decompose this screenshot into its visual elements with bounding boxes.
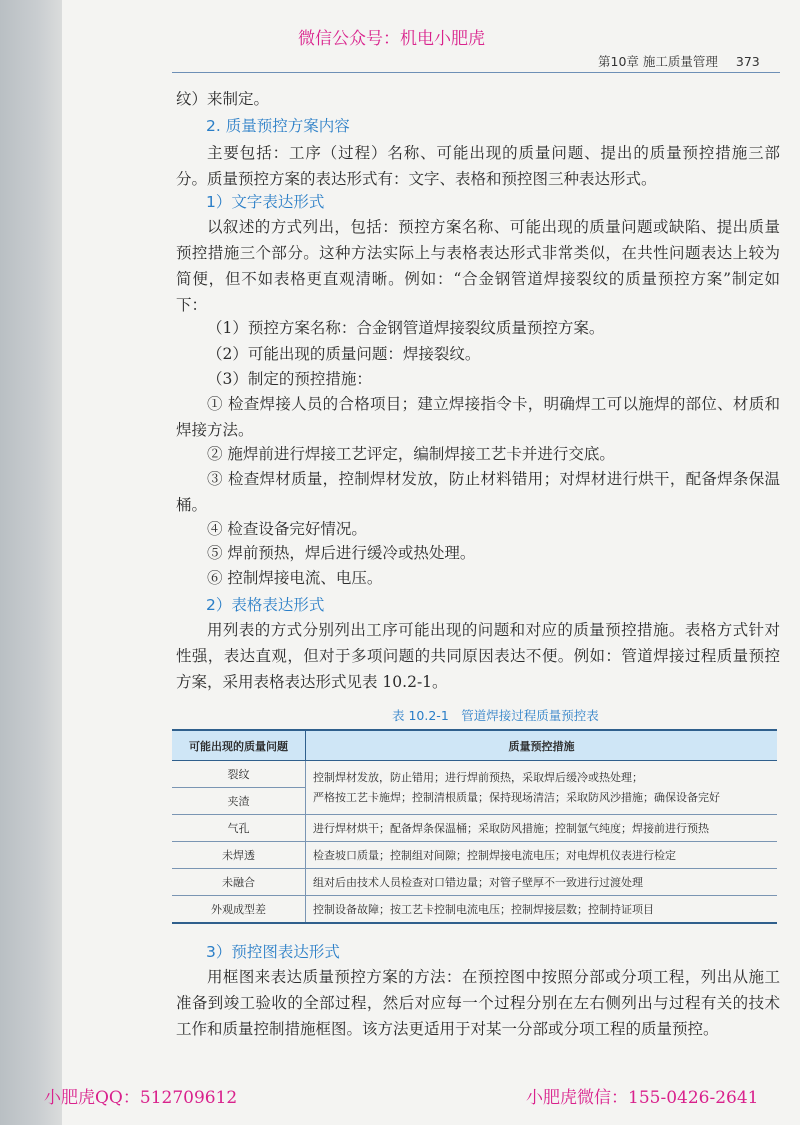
table-caption: 表 10.2-1 管道焊接过程质量预控表 (392, 708, 599, 723)
list-item-1: （1）预控方案名称：合金钢管道焊接裂纹质量预控方案。 (207, 319, 605, 337)
table-cell-problem: 外观成型差 (172, 896, 306, 924)
header-rule (172, 72, 780, 73)
table-cell-measure: 控制设备故障；按工艺卡控制电流电压；控制焊接层数；控制持证项目 (306, 896, 778, 924)
list-item-2: （2）可能出现的质量问题：焊接裂纹。 (207, 345, 481, 363)
table-cell-measure-merged (306, 761, 778, 815)
table-row (172, 869, 777, 896)
subheading-text-form: 1）文字表达形式 (206, 193, 325, 211)
watermark-bottom-left: 小肥虎QQ：512709612 (44, 1088, 238, 1108)
table-header-row (172, 730, 777, 761)
measure-item-4: ④ 检查设备完好情况。 (207, 520, 367, 538)
book-gutter-shadow (0, 0, 62, 1125)
measure-item-1: ① 检查焊接人员的合格项目；建立焊接指令卡，明确焊工可以施焊的部位、材质和焊接方法。 (176, 395, 780, 439)
paragraph-chart-form: 用框图来表达质量预控方案的方法：在预控图中按照分部或分项工程，列出从施工准备到竣工验收的全部过程，然后对应每一个过程分别在左右侧列出与过程有关的技术工作和质量控制措施框图。该方法更适用于对某一分部或分项工程的质量预控。 (176, 968, 780, 1038)
table-cell-measure: 严格按工艺卡施焊；控制清根质量；保持现场清洁；采取防风沙措施；确保设备完好 (313, 790, 720, 804)
table-cell-measure: 组对后由技术人员检查对口错边量；对管子壁厚不一致进行过渡处理 (306, 869, 778, 896)
table-cell-measure: 检查坡口质量；控制组对间隙；控制焊接电流电压；对电焊机仪表进行检定 (306, 842, 778, 869)
table-cell-problem: 气孔 (172, 815, 306, 842)
measure-item-2: ② 施焊前进行焊接工艺评定，编制焊接工艺卡并进行交底。 (207, 445, 615, 463)
paragraph-main-content: 主要包括：工序（过程）名称、可能出现的质量问题、提出的质量预控措施三部分。质量预控方案的表达形式有：文字、表格和预控图三种表达形式。 (176, 144, 780, 188)
table-cell-measure: 控制焊材发放，防止错用；进行焊前预热，采取焊后缓冷或热处理； (313, 770, 643, 784)
table-header-measure: 质量预控措施 (306, 730, 778, 761)
measure-item-5: ⑤ 焊前预热，焊后进行缓冷或热处理。 (207, 544, 476, 562)
watermark-bottom-right: 小肥虎微信：155-0426-2641 (526, 1088, 759, 1108)
measure-item-3: ③ 检查焊材质量，控制焊材发放，防止材料错用；对焊材进行烘干，配备焊条保温桶。 (176, 470, 780, 514)
table-header-problem: 可能出现的质量问题 (172, 730, 306, 761)
list-item-3: （3）制定的预控措施： (207, 370, 372, 388)
subheading-table-form: 2）表格表达形式 (206, 596, 325, 614)
paragraph-text-form: 以叙述的方式列出，包括：预控方案名称、可能出现的质量问题或缺陷、提出质量预控措施三个部分。这种方法实际上与表格表达形式非常类似，在共性问题表达上较为简便，但不如表格更直观清晰。例如：“合金钢管道焊接裂纹的质量预控方案”制定如下： (176, 218, 780, 314)
quality-control-table (172, 729, 777, 924)
table-row (172, 761, 777, 788)
running-header (598, 52, 760, 70)
table-row (172, 815, 777, 842)
table-row (172, 842, 777, 869)
table-cell-problem: 未焊透 (172, 842, 306, 869)
table-cell-problem: 裂纹 (172, 761, 306, 788)
paragraph-continuation: 纹）来制定。 (176, 90, 270, 108)
table-cell-measure: 进行焊材烘干；配备焊条保温桶；采取防风措施；控制氩气纯度；焊接前进行预热 (306, 815, 778, 842)
page-number: 373 (735, 54, 760, 69)
table-cell-problem: 夹渣 (172, 788, 306, 815)
section-heading: 2. 质量预控方案内容 (206, 117, 350, 135)
table-cell-problem: 未融合 (172, 869, 306, 896)
chapter-title: 第10章 施工质量管理 (598, 54, 718, 69)
paragraph-table-form: 用列表的方式分别列出工序可能出现的问题和对应的质量预控措施。表格方式针对性强，表达直观，但对于多项问题的共同原因表达不便。例如：管道焊接过程质量预控方案，采用表格表达形式见表 10.2-1。 (176, 621, 780, 691)
table-row (172, 896, 777, 924)
watermark-top: 微信公众号：机电小肥虎 (298, 29, 485, 49)
measure-item-6: ⑥ 控制焊接电流、电压。 (207, 569, 383, 587)
subheading-chart-form: 3）预控图表达形式 (206, 943, 340, 961)
